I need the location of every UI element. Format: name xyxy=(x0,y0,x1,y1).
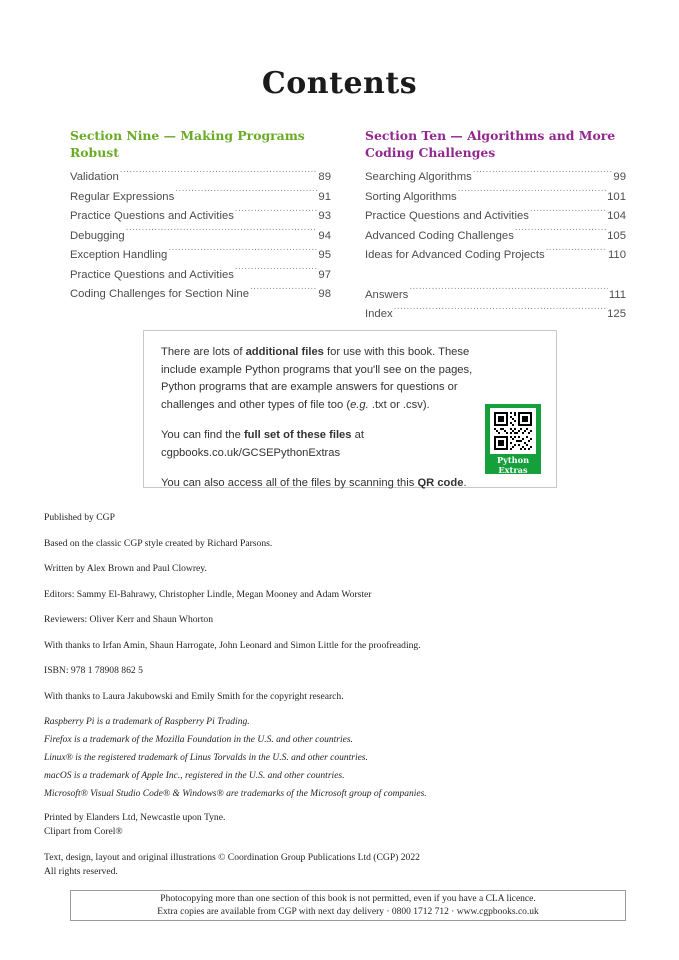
toc-entry[interactable] xyxy=(365,207,626,227)
toc-gap xyxy=(365,266,626,286)
toc-entry-label: Coding Challenges for Section Nine xyxy=(70,288,249,300)
toc-entry-page: 111 xyxy=(608,288,626,301)
toc-dot-leader xyxy=(530,208,606,219)
toc-entry-page: 89 xyxy=(318,171,331,183)
toc-dot-leader xyxy=(409,287,608,298)
trademark-line: Firefox is a trademark of the Mozilla Foundation in the U.S. and other countries. xyxy=(44,735,353,745)
page-title: Contents xyxy=(261,66,418,101)
info-text-segment: You can also access all of the files by scanning this xyxy=(161,477,418,489)
info-text-bold: full set of these files xyxy=(243,429,352,441)
info-paragraph-3 xyxy=(161,475,496,493)
toc-entry[interactable] xyxy=(365,188,626,208)
toc-entry-page: 110 xyxy=(607,249,626,261)
toc-dot-leader xyxy=(473,169,613,180)
info-paragraph-2 xyxy=(161,427,496,462)
trademark-line: Linux® is the registered trademark of Linus Torvalds in the U.S. and other countries. xyxy=(44,753,368,763)
toc-entry-label: Practice Questions and Activities xyxy=(70,268,234,281)
toc-entry[interactable] xyxy=(70,227,331,247)
section-heading-ten: Section Ten — Algorithms and More Coding Challenges xyxy=(365,128,616,160)
qr-caption-line-2: Extras xyxy=(498,464,528,475)
photocopying-notice xyxy=(70,890,626,921)
credit-reviewers: Reviewers: Oliver Kerr and Shaun Whorton xyxy=(44,614,214,625)
toc-entry-label: Practice Questions and Activities xyxy=(70,210,234,222)
credit-rights-reserved: All rights reserved. xyxy=(44,865,118,877)
toc-entry-label: Ideas for Advanced Coding Projects xyxy=(365,249,545,261)
toc-dot-leader xyxy=(458,189,606,200)
toc-entry-label: Advanced Coding Challenges xyxy=(365,229,514,242)
toc-entry[interactable] xyxy=(365,168,626,188)
info-text-segment: There are lots of xyxy=(161,346,246,358)
info-text-bold: QR code xyxy=(417,477,464,489)
toc-dot-leader xyxy=(175,189,317,200)
credit-published-by: Published by CGP xyxy=(44,512,115,523)
toc-entry-page: 105 xyxy=(607,229,626,242)
toc-entry-label: Debugging xyxy=(70,229,125,242)
toc-entry-page: 95 xyxy=(318,249,331,261)
toc-entry[interactable] xyxy=(70,207,331,227)
toc-dot-leader xyxy=(546,247,607,258)
info-text-bold: additional files xyxy=(245,346,324,358)
notice-line-1: Photocopying more than one section of this book is not permitted, even if you have a CLA licence. xyxy=(160,894,536,904)
credit-copyright: Text, design, layout and original illustrations © Coordination Group Publications Ltd (CGP) 2022 xyxy=(44,851,420,863)
trademark-notices xyxy=(44,716,624,800)
qr-code-icon[interactable] xyxy=(490,408,536,454)
qr-caption-line-1: Python xyxy=(496,455,530,465)
toc-entry-page: 91 xyxy=(318,190,331,203)
trademark-line: macOS is a trademark of Apple Inc., registered in the U.S. and other countries. xyxy=(44,771,345,781)
toc-dot-leader xyxy=(120,169,318,180)
credit-written-by: Written by Alex Brown and Paul Clowrey. xyxy=(44,563,207,574)
toc-entry-answers[interactable] xyxy=(365,286,626,306)
toc-entry[interactable] xyxy=(70,168,331,188)
toc-entry[interactable] xyxy=(70,188,331,208)
publication-credits xyxy=(44,512,624,891)
toc-column-left xyxy=(70,128,331,325)
table-of-contents xyxy=(70,128,626,325)
credit-copyright-research: With thanks to Laura Jakubowski and Emily Smith for the copyright research. xyxy=(44,690,344,702)
credit-style: Based on the classic CGP style created by Richard Parsons. xyxy=(44,537,273,549)
info-text-segment: for use with this book. These include example Python programs that you'll see on the pages, Python programs that are example answers for questions or challenges and other types of file too ( xyxy=(161,346,473,411)
toc-entry-page: 97 xyxy=(318,268,331,281)
toc-entry-label: Searching Algorithms xyxy=(365,171,472,183)
toc-entry-page: 94 xyxy=(318,229,331,242)
credit-proofreading: With thanks to Irfan Amin, Shaun Harrogate, John Leonard and Simon Little for the proofreading. xyxy=(44,639,421,651)
trademark-line: Microsoft® Visual Studio Code® & Windows® are trademarks of the Microsoft group of companies. xyxy=(44,789,427,799)
toc-entry-page: 93 xyxy=(318,210,331,222)
info-paragraph-1 xyxy=(161,344,496,414)
qr-caption xyxy=(485,456,541,475)
toc-entry-label: Exception Handling xyxy=(70,249,168,261)
info-text-segment: . xyxy=(463,477,467,489)
toc-column-right xyxy=(365,128,626,325)
info-text-segment: .txt or .csv). xyxy=(368,398,430,411)
info-box-text xyxy=(161,344,496,493)
toc-entry-index[interactable] xyxy=(365,305,626,325)
toc-entry-page: 104 xyxy=(607,210,626,222)
info-text-italic: e.g. xyxy=(350,398,369,411)
toc-entry[interactable] xyxy=(70,246,331,266)
toc-entry[interactable] xyxy=(365,246,626,266)
toc-dot-leader xyxy=(168,247,317,258)
python-extras-qr-block[interactable] xyxy=(485,404,541,474)
toc-entry-page: 99 xyxy=(613,171,626,183)
toc-entry-label: Sorting Algorithms xyxy=(365,190,457,203)
toc-entry-page: 98 xyxy=(318,288,331,300)
toc-entry-page: 125 xyxy=(607,308,626,320)
toc-dot-leader xyxy=(394,306,607,317)
toc-entry-label: Validation xyxy=(70,171,119,183)
toc-entry-label: Index xyxy=(365,308,393,320)
toc-entry-label: Practice Questions and Activities xyxy=(365,210,529,222)
toc-entry-page: 101 xyxy=(607,190,626,203)
toc-dot-leader xyxy=(515,228,606,239)
toc-entry[interactable] xyxy=(365,227,626,247)
toc-dot-leader xyxy=(235,208,318,219)
credit-isbn: ISBN: 978 1 78908 862 5 xyxy=(44,665,143,676)
info-url-text: at cgpbooks.co.uk/GCSEPythonExtras xyxy=(161,429,364,459)
toc-entry[interactable] xyxy=(70,266,331,286)
toc-entry-label: Regular Expressions xyxy=(70,190,175,203)
additional-files-info-box xyxy=(143,330,557,488)
toc-entry[interactable] xyxy=(70,285,331,305)
toc-entry-label: Answers xyxy=(365,288,409,301)
credit-clipart: Clipart from Corel® xyxy=(44,826,123,837)
toc-dot-leader xyxy=(235,267,318,278)
notice-line-2: Extra copies are available from CGP with next day delivery · 0800 1712 712 · www.cgpbooks.co.uk xyxy=(157,906,539,917)
info-text-segment: You can find the xyxy=(161,429,244,441)
toc-dot-leader xyxy=(250,286,317,297)
toc-dot-leader xyxy=(126,228,318,239)
credit-editors: Editors: Sammy El-Bahrawy, Christopher Lindle, Megan Mooney and Adam Worster xyxy=(44,588,372,600)
section-heading-nine: Section Nine — Making Programs Robust xyxy=(70,128,305,160)
credit-printed-by: Printed by Elanders Ltd, Newcastle upon Tyne. xyxy=(44,812,226,823)
trademark-line: Raspberry Pi is a trademark of Raspberry Pi Trading. xyxy=(44,717,250,727)
